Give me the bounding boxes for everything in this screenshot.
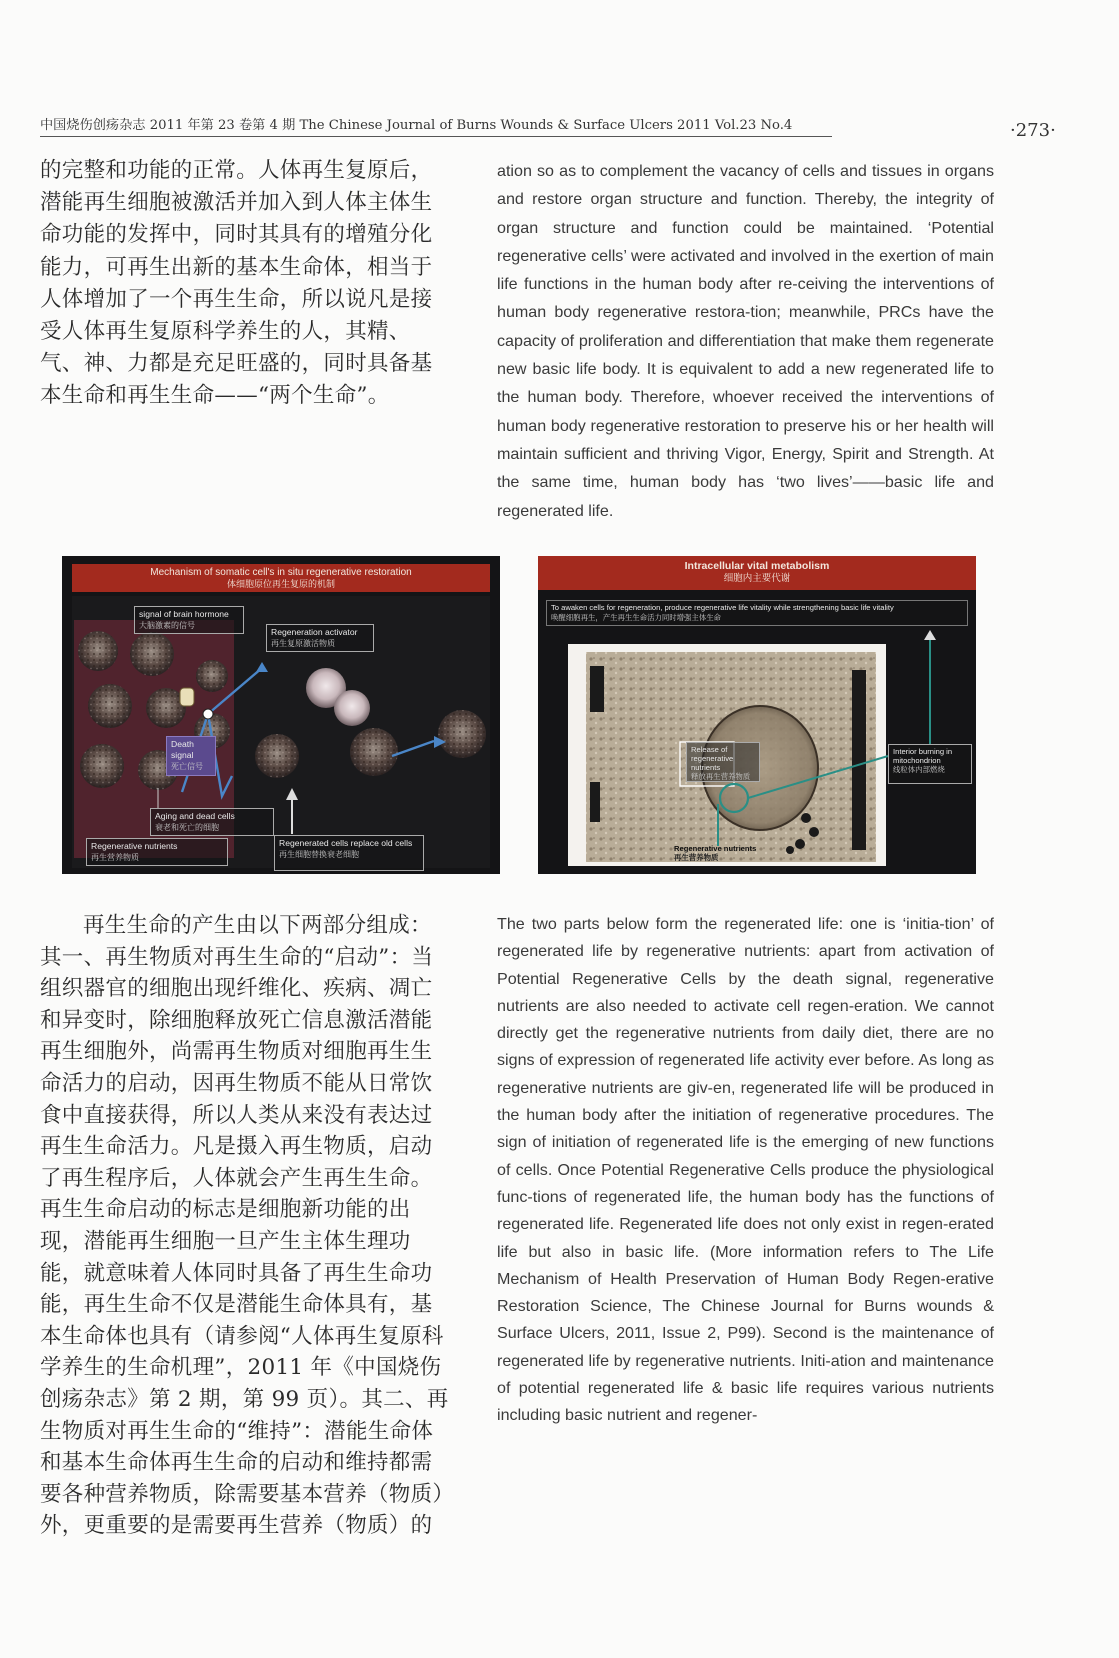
- figure-right-subtitle-zh: 唤醒细胞再生，产生再生生命活力同时增强主体生命: [551, 613, 721, 622]
- label-brain-hormone-signal-en: signal of brain hormone: [139, 609, 229, 619]
- english-paragraph-top: [497, 157, 994, 525]
- label-aging-dead-cells-en: Aging and dead cells: [155, 811, 235, 821]
- label-aging-dead-cells: [150, 808, 274, 836]
- label-interior-burning-en: Interior burning in mitochondrion: [893, 747, 953, 765]
- label-regenerative-nutrients: [86, 838, 228, 866]
- label-aging-dead-cells-zh: 衰老和死亡的细胞: [155, 823, 219, 832]
- label-right-regenerative-nutrients: [670, 842, 780, 868]
- label-regenerated-cells-replace-zh: 再生细胞替换衰老细胞: [279, 850, 359, 859]
- figure-left-title-zh: 体细胞原位再生复原的机制: [226, 580, 335, 590]
- label-regeneration-activator: [266, 624, 374, 652]
- chinese-paragraph-bottom-text: 再生生命的产生由以下两部分组成：其一、再生物质对再生生命的“启动”：当组织器官的细胞出现纤维化、疾病、凋亡和异变时，除细胞释放死亡信息激活潜能再生细胞外，尚需再生物质对细胞再生生命活力的启动，因再生物质不能从日常饮食中直接获得，所以人类从来没有表达过再生生命活力。凡是摄入再生物质，启动了再生程序后，人体就会产生再生生命。再生生命启动的标志是细胞新功能的出现，潜能再生细胞一旦产生主体生理功能，就意味着人体同时具备了再生生命功能，再生生命不仅是潜能生命体具有，基本生命体也具有（请参阅“人体再生复原科学养生的生命机理”，2011 年《中国烧伤创疡杂志》第 2 期，第 99 页）。其二、再生物质对再生生命的“维持”：潜能生命体和基本生命体再生生命的启动和维持都需要各种营养物质，除需要基本营养（物质）外，更重要的是需要再生营养（物质）的: [40, 913, 449, 1539]
- figure-right-illustration: [538, 556, 976, 874]
- chinese-paragraph-bottom: [40, 910, 450, 1542]
- english-paragraph-bottom: [497, 911, 994, 1430]
- english-paragraph-top-text: ation so as to complement the vacancy of cells and tissues in organs and restore organ structure and function. Thereby, the integrity of organ structure and function could be maintained. ‘Potential regenerative cells’ were activated and involved in the exertion of main life functions in the human body after re-ceiving the interventions of human body regenerative restora-tion; meanwhile, PRCs have the capacity of proliferation and differentiation that make them regenerate new basic life body. It is equivalent to add a new regenerated life to the human body. Therefore, whoever received the interventions of human body regenerative restoration to preserve his or her health will maintain sufficient and thriving Vigor, Energy, Spirit and Strength. At the same time, human body has ‘two lives’——basic life and regenerated life.: [497, 162, 994, 520]
- header-rule: [40, 136, 832, 137]
- figure-left-illustration: [62, 556, 500, 874]
- label-right-regenerative-nutrients-en: Regenerative nutrients: [674, 844, 757, 853]
- hormone-vial-icon: [180, 688, 194, 706]
- label-death-signal: [166, 736, 216, 776]
- figure-right-title: Intracellular vital metabolism: [684, 560, 830, 572]
- chinese-paragraph-top: [40, 155, 450, 413]
- label-regenerated-cells-replace: [274, 835, 424, 871]
- label-death-signal-zh: 死亡信号: [171, 762, 203, 771]
- label-release-nutrients: [686, 742, 760, 782]
- label-regenerative-nutrients-en: Regenerative nutrients: [91, 841, 178, 851]
- figure-right-subtitle-en: To awaken cells for regeneration, produce regenerative life vitality while strengthening basic life vitality: [551, 603, 894, 612]
- label-brain-hormone-signal: [134, 606, 244, 634]
- label-release-nutrients-en: Release of regenerative nutrients: [691, 745, 734, 772]
- page-number: ·273·: [1010, 120, 1056, 141]
- figure-left-title: Mechanism of somatic cell's in situ regenerative restoration: [150, 567, 412, 578]
- figure-right-title-zh: 细胞内主要代谢: [723, 573, 791, 584]
- label-brain-hormone-signal-zh: 大脑激素的信号: [139, 621, 195, 630]
- label-right-regenerative-nutrients-zh: 再生营养物质: [674, 853, 719, 862]
- label-interior-burning-zh: 线粒体内部燃烧: [893, 765, 945, 774]
- chinese-paragraph-top-text: 的完整和功能的正常。人体再生复原后，潜能再生细胞被激活并加入到人体主体生命功能的发挥中，同时其具有的增殖分化能力，可再生出新的基本生命体，相当于人体增加了一个再生生命，所以说凡是接受人体再生复原科学养生的人，其精、气、神、力都是充足旺盛的，同时具备基本生命和再生生命——“两个生命”。: [40, 158, 433, 409]
- label-regeneration-activator-zh: 再生复原激活物质: [271, 639, 335, 648]
- label-regenerated-cells-replace-en: Regenerated cells replace old cells: [279, 838, 413, 848]
- figure-regenerative-restoration-mechanism: [62, 556, 500, 874]
- figure-intracellular-metabolism: [538, 556, 976, 874]
- signal-node-icon: [203, 709, 213, 719]
- english-paragraph-bottom-text: The two parts below form the regenerated life: one is ‘initia-tion’ of regenerated life by regenerative nutrients: apart from activation of Potential Regenerative Cells by the death signal, regenerative nutrients are also needed to activate cell regen-eration. We cannot directly get the regenerative nutrients from daily diet, there are no signs of expression of regenerated life activity ever before. As long as regenerative nutrients are giv-en, regenerated life will be produced in the human body after the initiation of regenerative procedures. The sign of initiation of regenerated life is the emerging of new functions of cells. Once Potential Regenerative Cells produce the physiological func-tions of regenerated life, the human body has the functions of regenerated life. Regenerated life does not only exist in regen-erated life but also in basic life. (More information refers to The Life Mechanism of Health Preservation of Human Body Regen-erative Restoration Science, The Chinese Journal for Burns wounds & Surface Ulcers, 2011, Issue 2, P99). Second is the maintenance of regenerated life by regenerative nutrients. Initi-ation and maintenance of potential regenerated life & basic life requires various nutrients including basic nutrient and regener-: [497, 915, 994, 1425]
- label-regenerative-nutrients-zh: 再生营养物质: [91, 853, 139, 862]
- running-header: 中国烧伤创疡杂志 2011 年第 23 卷第 4 期 The Chinese Journal of Burns Wounds & Surface Ulcers 2011 Vol.23 No.4: [40, 118, 793, 133]
- label-death-signal-en: Death signal: [171, 739, 194, 760]
- label-interior-burning: [888, 744, 972, 784]
- label-release-nutrients-zh: 释放再生营养物质: [691, 772, 751, 781]
- label-regeneration-activator-en: Regeneration activator: [271, 627, 358, 637]
